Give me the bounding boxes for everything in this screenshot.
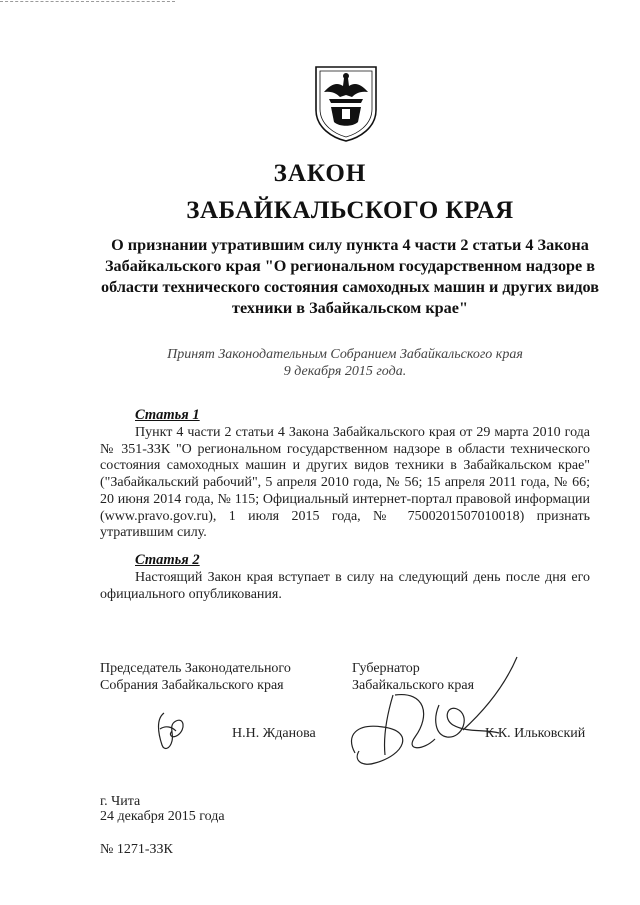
law-subtitle: О признании утратившим силу пункта 4 части 2 статьи 4 Закона Забайкальского края "О региональном государственном надзоре в области технического состояния самоходных машин и других видов техники в Забайкальском крае" (101, 236, 599, 317)
signatory-right-name: К.К. Ильковский (485, 726, 586, 741)
signature-zhdanova (150, 705, 190, 755)
adoption-date: 9 декабря 2015 года. (283, 364, 407, 379)
article-1-text: Пункт 4 части 2 статьи 4 Закона Забайкальского края от 29 марта 2010 года № 351-ЗЗК "О региональном государственном надзоре в области технического состояния самоходных машин и других видов техники в Забайкальском крае" ("Забайкальский рабочий", 5 апреля 2010 года, № 56; 15 апреля 2011 года, № 66; 20 июня 2014 года, № 115; Официальный интернет-портал правовой информации (www.pravo.gov.ru), 1 июля 2015 года, № 7500201507010018) признать утратившим силу. (100, 425, 590, 541)
signatory-left-name: Н.Н. Жданова (232, 726, 316, 741)
article-2-heading: Статья 2 (135, 552, 200, 568)
adoption-note (150, 346, 540, 380)
scan-edge-line (0, 1, 175, 2)
signatory-left-line-1: Председатель Законодательного (100, 661, 291, 676)
article-2-text: Настоящий Закон края вступает в силу на следующий день после дня его официального опубликования. (100, 570, 590, 602)
signatory-right-line-1: Губернатор (352, 661, 420, 676)
adoption-line: Принят Законодательным Собранием Забайкальского края (167, 347, 523, 362)
signature-ilkovsky (335, 655, 535, 770)
document-title: ЗАКОН (273, 160, 367, 187)
coat-of-arms-icon (313, 64, 379, 142)
place-of-signing: г. Чита (100, 794, 141, 809)
article-1-heading: Статья 1 (135, 407, 200, 423)
region-title: ЗАБАЙКАЛЬСКОГО КРАЯ (186, 197, 514, 224)
law-number: № 1271-ЗЗК (100, 842, 173, 857)
signatory-left-line-2: Собрания Забайкальского края (100, 678, 284, 693)
signing-date: 24 декабря 2015 года (100, 809, 225, 824)
signatory-left-title (100, 660, 330, 694)
signatory-right-line-2: Забайкальского края (352, 678, 475, 693)
